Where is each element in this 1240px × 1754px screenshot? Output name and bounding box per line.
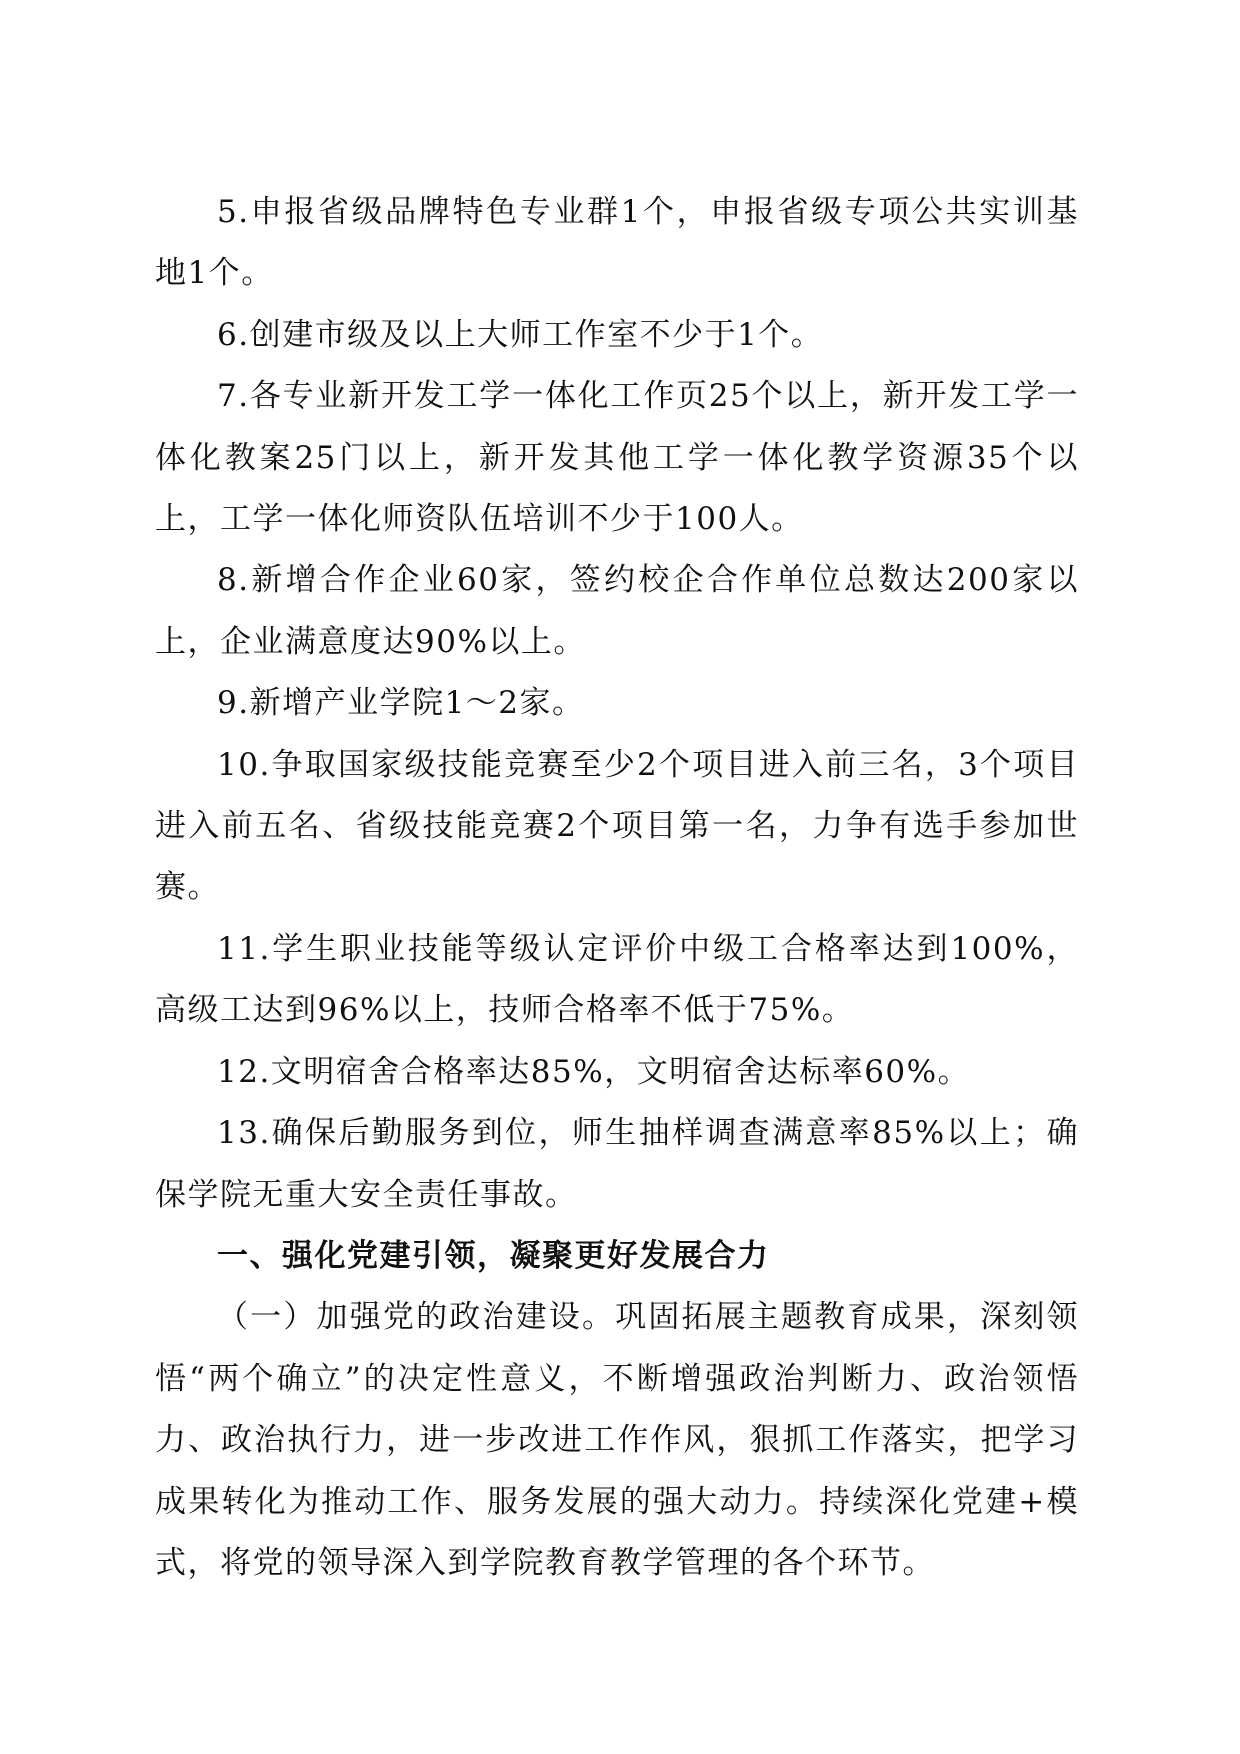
goal-item-12: 12.文明宿舍合格率达85%，文明宿舍达标率60%。: [217, 1053, 971, 1090]
goal-item-13: 13.确保后勤服务到位，师生抽样调查满意率85%以上；确保学院无重大安全责任事故。: [155, 1115, 1079, 1213]
goal-item-8: 8.新增合作企业60家，签约校企合作单位总数达200家以上，企业满意度达90%以上。: [155, 562, 1079, 660]
goal-item-5: 5.申报省级品牌特色专业群1个，申报省级专项公共实训基地1个。: [155, 194, 1079, 292]
section-paragraph: （一）加强党的政治建设。巩固拓展主题教育成果，深刻领悟“两个确立”的决定性意义，不断增强政治判断力、政治领悟力、政治执行力，进一步改进工作作风，狠抓工作落实，把学习成果转化为推动工作、服务发展的强大动力。持续深化党建+模式，将党的领导深入到学院教育教学管理的各个环节。: [155, 1299, 1079, 1581]
document-body: [155, 182, 1079, 1594]
section-heading: 一、强化党建引领，凝聚更好发展合力: [217, 1237, 770, 1274]
goal-item-6: 6.创建市级及以上大师工作室不少于1个。: [217, 316, 824, 353]
goal-item-11: 11.学生职业技能等级认定评价中级工合格率达到100%，高级工达到96%以上，技师合格率不低于75%。: [155, 930, 1079, 1029]
goal-item-10: 10.争取国家级技能竞赛至少2个项目进入前三名，3个项目进入前五名、省级技能竞赛2个项目第一名，力争有选手参加世赛。: [155, 746, 1079, 906]
goal-item-7: 7.各专业新开发工学一体化工作页25个以上，新开发工学一体化教案25门以上，新开发其他工学一体化教学资源35个以上，工学一体化师资队伍培训不少于100人。: [155, 378, 1079, 538]
goal-item-9: 9.新增产业学院1～2家。: [217, 685, 585, 722]
